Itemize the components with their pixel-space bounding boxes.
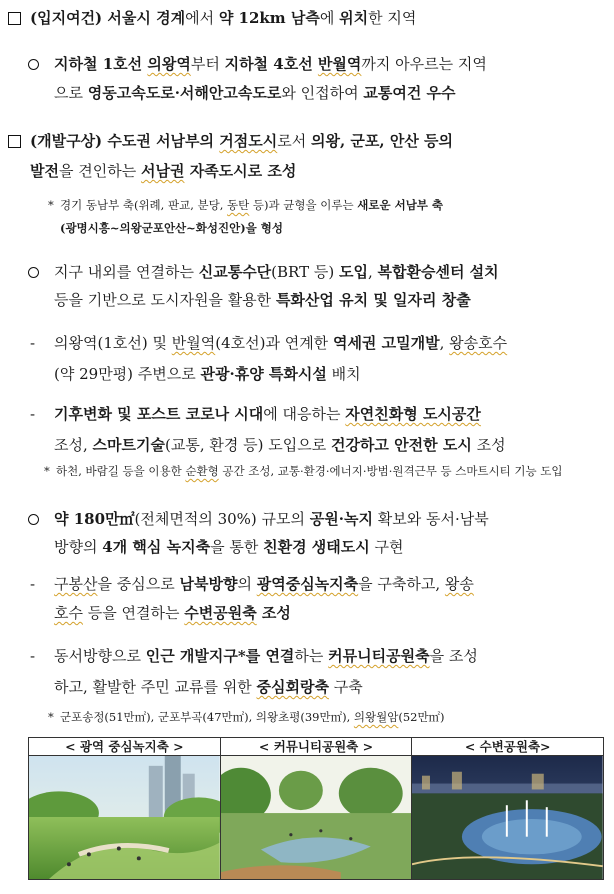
text-run: 인근 개발지구*를 연결 — [145, 647, 295, 665]
text-run: 자족도시로 조성 — [184, 162, 297, 180]
text-line — [54, 509, 489, 529]
text-run: 기후변화 및 포스트 코로나 시대 — [54, 405, 264, 423]
text-run: 중심회랑축 — [256, 678, 329, 696]
text-run: 을 통한 — [210, 538, 264, 556]
text-run: 지구 내외를 연결하는 — [54, 263, 199, 281]
text-line — [30, 131, 453, 151]
dash-bullet-icon: - — [30, 647, 36, 665]
text-run: 왕송호수 — [449, 334, 508, 352]
text-run: 발전 — [30, 162, 59, 180]
text-line — [60, 197, 443, 213]
text-run: 하고, 활발한 주민 교류를 위한 — [54, 678, 257, 696]
text-run: 커뮤니티공원축 — [328, 647, 430, 665]
text-run: 호수 — [54, 604, 83, 622]
text-run: 반월역 — [317, 55, 362, 73]
circle-bullet-icon — [28, 514, 39, 525]
circle-bullet-icon — [28, 59, 39, 70]
text-run: (4호선)과 연계한 — [215, 334, 333, 352]
text-run: 서남권 — [140, 162, 185, 180]
text-run: 영동고속도로·서해안고속도로 — [87, 84, 282, 102]
text-run: 지하철 4호선 — [224, 55, 318, 73]
text-run: 도입으로 — [268, 436, 331, 454]
text-line — [54, 54, 487, 74]
dash-bullet-icon: - — [30, 405, 36, 423]
text-run: 을 견인하는 — [58, 162, 141, 180]
text-run: 의왕, 군포, 안산 등의 — [310, 132, 454, 150]
text-line — [54, 537, 404, 557]
text-run: 거점도시 — [219, 132, 278, 150]
text-run: 신교통수단 — [198, 263, 272, 281]
text-run: (52만㎡) — [398, 710, 445, 724]
text-run: 의왕월암 — [353, 710, 399, 724]
text-run: , — [367, 263, 378, 281]
text-run: 순환형 — [185, 464, 219, 478]
text-run: (광명시흥~의왕군포안산~화성진안)을 형성 — [60, 221, 284, 235]
text-run: (전체면적의 30%) 규모의 — [134, 510, 310, 528]
text-run: 구현 — [369, 538, 404, 556]
text-run: 조성 — [256, 604, 291, 622]
text-run: 왕송 — [444, 575, 474, 593]
text-run: 방향의 — [54, 538, 103, 556]
image-caption: < 수변공원축> — [412, 738, 603, 756]
text-run: 하천, 바람길 등을 이용한 — [56, 464, 186, 478]
dash-bullet-icon: - — [30, 334, 36, 352]
image-strip — [28, 737, 604, 880]
text-run: 복합환승센터 설치 — [377, 263, 499, 281]
text-run: 배치 — [326, 365, 361, 383]
text-run: 교통여건 우수 — [363, 84, 456, 102]
text-run: 역세권 고밀개발 — [332, 334, 440, 352]
text-run: 의왕역 — [147, 55, 191, 73]
text-line — [54, 404, 481, 424]
text-run: 수변공원축 — [184, 604, 257, 622]
text-run: (BRT 등) — [271, 263, 339, 281]
text-run: 동탄 — [227, 198, 250, 212]
text-run: 까지 아우르는 지역 — [361, 55, 487, 73]
text-line — [54, 262, 499, 282]
text-run: 에 — [319, 9, 340, 27]
text-run: 의왕역(1호선) 및 — [54, 334, 172, 352]
text-run: 구축 — [328, 678, 363, 696]
text-run: 와 인접하여 — [281, 84, 364, 102]
text-line — [54, 333, 507, 353]
text-run: 관광·휴양 특화시설 — [200, 365, 327, 383]
text-run: 에서 — [185, 9, 219, 27]
image-panel-community-axis — [221, 738, 413, 879]
text-run: 을 구축하고, — [358, 575, 445, 593]
text-run: 경기 동남부 축(위례, 판교, 분당, — [60, 198, 228, 212]
text-run: 하는 — [294, 647, 329, 665]
text-run: (약 29만평) 주변으로 — [54, 365, 201, 383]
text-run: 등)과 균형을 이루는 — [249, 198, 358, 212]
text-run: (입지여건) — [30, 9, 108, 27]
text-run: 위치 — [339, 9, 369, 27]
circle-bullet-icon — [28, 267, 39, 278]
text-run: 서울시 경계 — [107, 9, 186, 27]
text-run: 친환경 생태도시 — [263, 538, 370, 556]
text-run: 4개 핵심 녹지축 — [102, 538, 211, 556]
text-run: 동서방향으로 — [54, 647, 146, 665]
text-line — [54, 646, 478, 666]
text-run: 군포송정(51만㎡), 군포부곡(47만㎡), 의왕초평(39만㎡), — [60, 710, 354, 724]
text-run: 한 지역 — [368, 9, 417, 27]
text-run: 새로운 서남부 축 — [357, 198, 444, 212]
text-line — [54, 435, 506, 455]
text-run: 로서 — [277, 132, 311, 150]
text-run: 조성, — [54, 436, 93, 454]
image-panel-waterfront-axis — [412, 738, 603, 879]
text-run: 조성 — [471, 436, 506, 454]
text-run: 등을 기반으로 도시자원을 활용한 — [54, 291, 276, 309]
text-line — [56, 463, 563, 479]
community-park-image — [221, 756, 412, 879]
text-run: 도입 — [338, 263, 368, 281]
text-line — [54, 574, 474, 594]
text-line — [54, 677, 363, 697]
text-run: 을 조성 — [429, 647, 478, 665]
text-run: 공간 조성, 교통·환경·에너지·방범·원격근무 등 스마트시티 기능 도입 — [218, 464, 563, 478]
text-run: 구봉산 — [54, 575, 98, 593]
text-run: 지하철 1호선 — [54, 55, 148, 73]
text-run: (교통, 환경 등) — [164, 436, 269, 454]
image-caption: < 광역 중심녹지축 > — [29, 738, 220, 756]
square-bullet-icon — [8, 135, 21, 148]
text-run: 의 — [237, 575, 257, 593]
text-line — [30, 161, 296, 181]
text-run: 광역중심녹지축 — [256, 575, 359, 593]
text-run: 공원·녹지 — [309, 510, 373, 528]
square-bullet-icon — [8, 12, 21, 25]
text-run: 약 12km 남측 — [218, 9, 320, 27]
text-line — [54, 83, 456, 103]
text-run: , — [439, 334, 450, 352]
text-line — [54, 364, 361, 384]
text-run: 에 대응하는 — [263, 405, 346, 423]
text-run: 반월역 — [171, 334, 216, 352]
text-run: 부터 — [190, 55, 225, 73]
text-line — [54, 603, 291, 623]
park-rendering-image — [29, 756, 220, 879]
text-run: 약 180만㎡ — [54, 510, 135, 528]
text-run: 등을 연결하는 — [82, 604, 185, 622]
asterisk-bullet-icon: * — [48, 198, 54, 212]
text-run: 특화산업 유치 및 일자리 창출 — [275, 291, 471, 309]
text-run: 건강하고 안전한 도시 — [330, 436, 472, 454]
text-line — [54, 290, 471, 310]
text-run: 으로 — [54, 84, 88, 102]
text-run: 을 중심으로 — [97, 575, 180, 593]
text-line — [60, 220, 283, 236]
text-line — [60, 709, 445, 725]
text-run: 남북방향 — [179, 575, 238, 593]
text-run: 자연친화형 도시공간 — [345, 405, 481, 423]
text-line — [30, 8, 416, 28]
dash-bullet-icon: - — [30, 575, 36, 593]
asterisk-bullet-icon: * — [48, 710, 54, 724]
image-caption: < 커뮤니티공원축 > — [221, 738, 412, 756]
image-panel-green-axis — [29, 738, 221, 879]
text-run: 확보와 동서·남북 — [372, 510, 489, 528]
waterfront-night-image — [412, 756, 603, 879]
text-run: 스마트기술 — [92, 436, 165, 454]
asterisk-bullet-icon: * — [44, 464, 50, 478]
text-run: (개발구상) 수도권 서남부의 — [30, 132, 220, 150]
